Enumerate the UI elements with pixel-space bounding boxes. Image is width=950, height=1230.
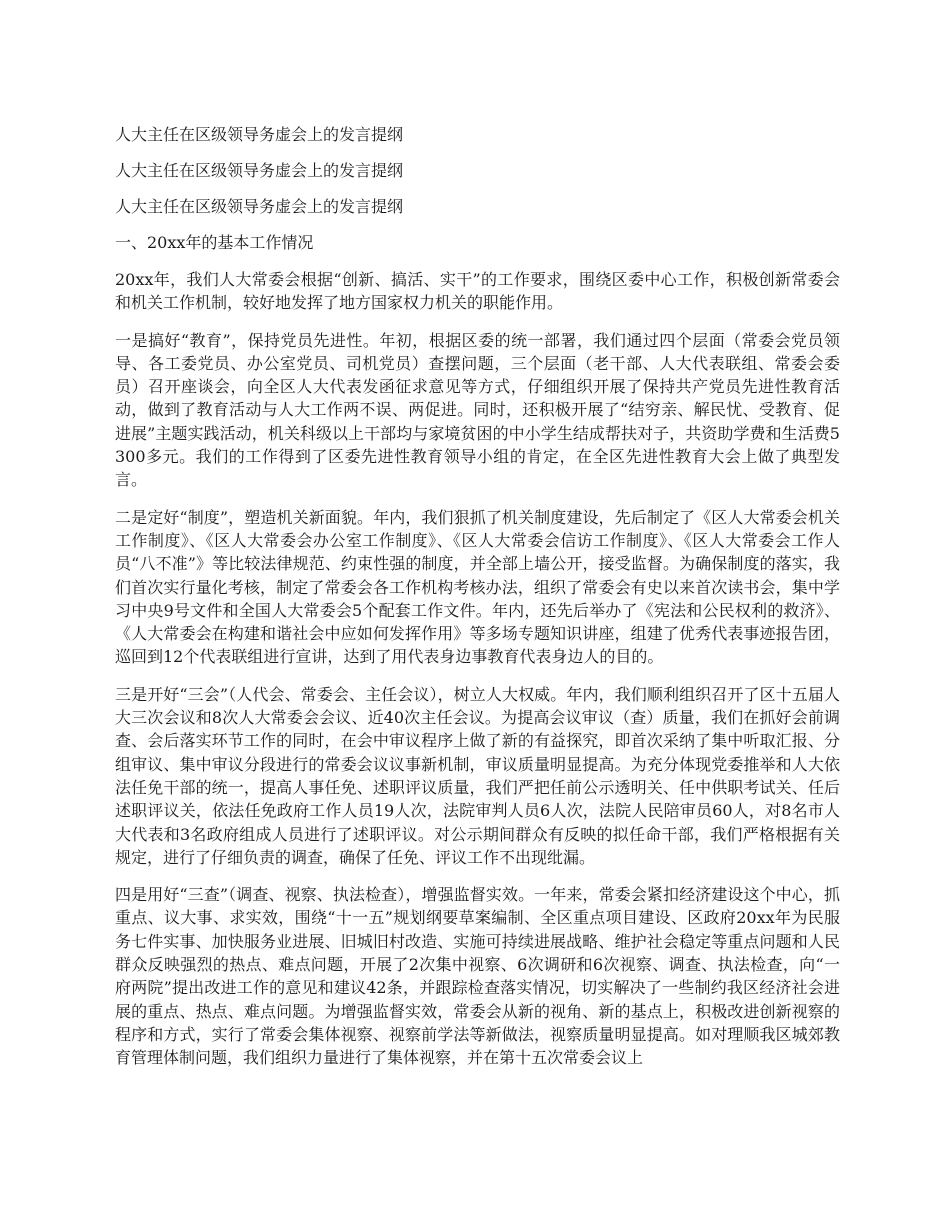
paragraph-system: 二是定好“制度”，塑造机关新面貌。年内，我们狠抓了机关制度建设，先后制定了《区人大常委会机关工作制度》、《区人大常委会办公室工作制度》、《区人大常委会信访工作制度》、《区人大常委会工作人员“八不准”》等比较法律规范、约束性强的制度，并全部上墙公开，接受监督。为确保制度的落实，我们首次实行量化考核，制定了常委会各工作机构考核办法，组织了常委会有史以来首次读书会，集中学习中央9号文件和全国人大常委会5个配套工作文件。年内，还先后举办了《宪法和公民权利的救济》、《人大常委会在构建和谐社会中应如何发挥作用》等多场专题知识讲座，组建了优秀代表事迹报告团，巡回到12个代表联组进行宣讲，达到了用代表身边事教育代表身边人的目的。 <box>115 507 840 667</box>
paragraph-education: 一是搞好“教育”，保持党员先进性。年初，根据区委的统一部署，我们通过四个层面（常委会党员领导、各工委党员、办公室党员、司机党员）查摆问题，三个层面（老干部、人大代表联组、常委会委员）召开座谈会，向全区人大代表发函征求意见等方式，仔细组织开展了保持共产党员先进性教育活动，做到了教育活动与人大工作两不误、两促进。同时，还积极开展了“结穷亲、解民忧、受教育、促进展”主题实践活动，机关科级以上干部均与家境贫困的中小学生结成帮扶对子，共资助学费和生活费5300多元。我们的工作得到了区委先进性教育领导小组的肯定，在全区先进性教育大会上做了典型发言。 <box>115 330 840 490</box>
paragraph-supervision: 四是用好“三查”（调查、视察、执法检查），增强监督实效。一年来，常委会紧扣经济建设这个中心，抓重点、议大事、求实效，围绕“十一五”规划纲要草案编制、全区重点项目建设、区政府20xx年为民服务七件实事、加快服务业进展、旧城旧村改造、实施可持续进展战略、维护社会稳定等重点问题和人民群众反映强烈的热点、难点问题，开展了2次集中视察、6次调研和6次视察、调查、执法检查，向“一府两院”提出改进工作的意见和建议42条，并跟踪检查落实情况，切实解决了一些制约我区经济社会进展的重点、热点、难点问题。为增强监督实效，常委会从新的视角、新的基点上，积极改进创新视察的程序和方式，实行了常委会集体视察、视察前学法等新做法，视察质量明显提高。如对理顺我区城郊教育管理体制问题，我们组织力量进行了集体视察，并在第十五次常委会议上 <box>115 885 840 1068</box>
paragraph-meetings: 三是开好“三会”（人代会、常委会、主任会议），树立人大权威。年内，我们顺利组织召开了区十五届人大三次会议和8次人大常委会会议、近40次主任会议。为提高会议审议（查）质量，我们在抓好会前调查、会后落实环节工作的同时，在会中审议程序上做了新的有益探究，即首次采纳了集中听取汇报、分组审议、集中审议分段进行的常委会议议事新机制，审议质量明显提高。为充分体现党委推举和人大依法任免干部的统一，提高人事任免、述职评议质量，我们严把任前公示透明关、任中供职考试关、任后述职评议关，依法任免政府工作人员19人次，法院审判人员6人次，法院人民陪审员60人，对8名市人大代表和3名政府组成人员进行了述职评议。对公示期间群众有反映的拟任命干部，我们严格根据有关规定，进行了仔细负责的调查，确保了任免、评议工作不出现纰漏。 <box>115 684 840 867</box>
paragraph-overview: 20xx年，我们人大常委会根据“创新、搞活、实干”的工作要求，围绕区委中心工作，积极创新常委会和机关工作机制，较好地发挥了地方国家权力机关的职能作用。 <box>115 270 840 313</box>
section-heading: 一、20xx年的基本工作情况 <box>115 233 314 252</box>
document-page <box>115 124 840 1084</box>
document-title-line-2: 人大主任在区级领导务虚会上的发言提纲 <box>115 161 404 180</box>
document-title-line-1: 人大主任在区级领导务虚会上的发言提纲 <box>115 125 404 144</box>
document-title-line-3: 人大主任在区级领导务虚会上的发言提纲 <box>115 197 404 216</box>
